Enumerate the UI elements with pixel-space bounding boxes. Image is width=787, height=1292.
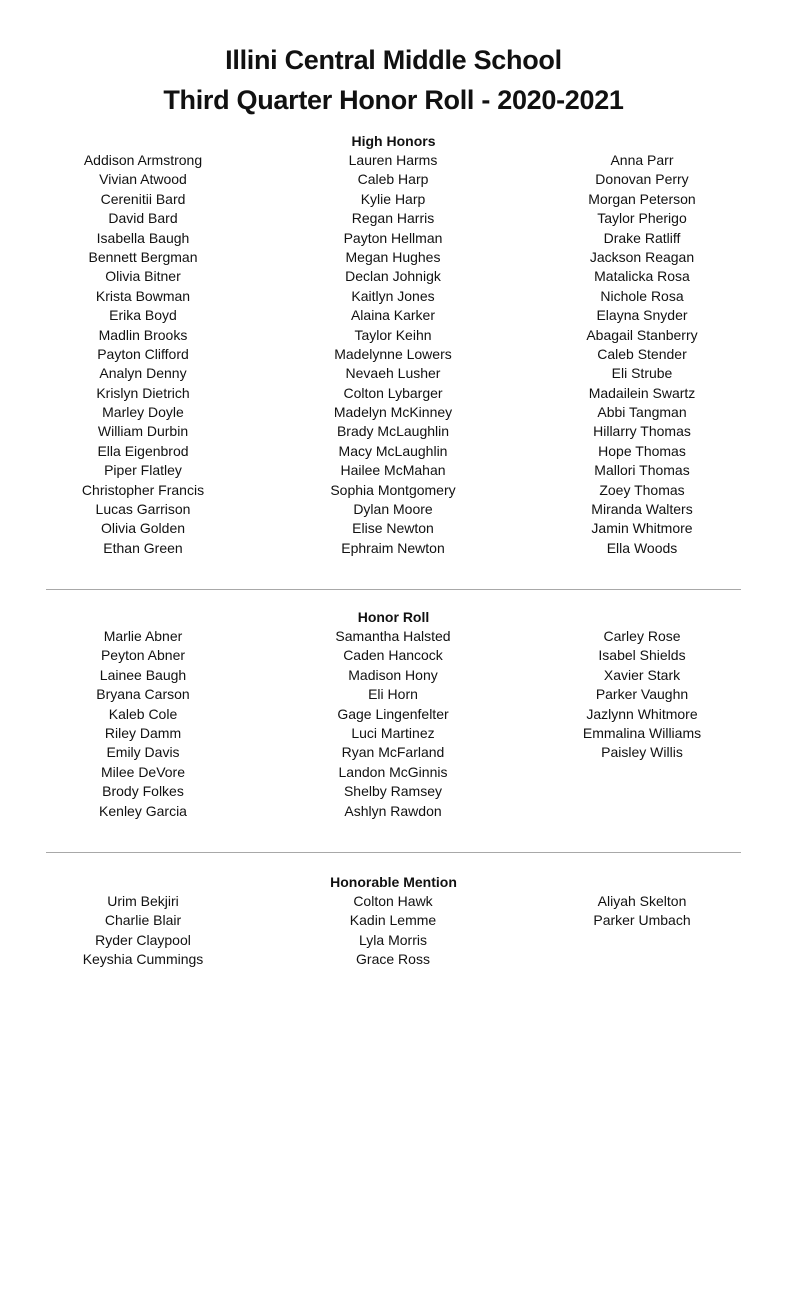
student-name: Lyla Morris	[359, 931, 427, 948]
student-name: Matalicka Rosa	[594, 268, 690, 285]
student-name: Emmalina Williams	[582, 724, 702, 741]
student-name: Hailee McMahan	[340, 462, 446, 479]
student-name: Donovan Perry	[595, 171, 689, 188]
student-name: Xavier Stark	[603, 666, 681, 683]
student-name: Regan Harris	[351, 210, 435, 227]
name-column	[18, 627, 268, 821]
student-name: Krista Bowman	[95, 287, 191, 304]
student-name: Kenley Garcia	[99, 802, 187, 819]
student-name: Piper Flatley	[104, 462, 182, 479]
student-name: Kadin Lemme	[349, 912, 437, 929]
student-name: Ella Eigenbrod	[97, 442, 189, 459]
student-name: Payton Clifford	[97, 345, 189, 362]
student-name: Miranda Walters	[591, 501, 693, 518]
student-name: Analyn Denny	[99, 365, 187, 382]
student-name: Samantha Halsted	[335, 628, 451, 644]
student-name: Landon McGinnis	[338, 763, 448, 780]
student-name: Isabel Shields	[598, 647, 686, 664]
section-high-honors	[0, 132, 787, 556]
student-name: Declan Johnigk	[345, 268, 441, 285]
student-name: Shelby Ramsey	[343, 783, 443, 800]
student-name: Marlie Abner	[103, 628, 183, 644]
student-name: Colton Hawk	[353, 893, 433, 909]
student-name: Isabella Baugh	[96, 229, 190, 246]
page-title	[0, 40, 787, 120]
student-name: Anna Parr	[610, 152, 674, 168]
student-name: Milee DeVore	[100, 763, 186, 780]
school-name: Illini Central Middle School	[225, 45, 562, 75]
student-name: Madelyn McKinney	[333, 404, 453, 421]
student-name: Eli Horn	[368, 686, 418, 703]
section-title: Honor Roll	[357, 609, 430, 625]
student-name: Nevaeh Lusher	[345, 365, 441, 382]
student-name: Riley Damm	[104, 724, 182, 741]
student-name: Christopher Francis	[81, 481, 205, 498]
student-name: Taylor Pherigo	[597, 210, 687, 227]
student-name: Madlin Brooks	[98, 326, 188, 343]
student-name: Taylor Keihn	[354, 326, 432, 343]
student-name: Jazlynn Whitmore	[586, 705, 698, 722]
student-name: Dylan Moore	[353, 501, 433, 518]
student-name: Olivia Bitner	[105, 268, 181, 285]
student-name: Elayna Snyder	[596, 307, 688, 324]
section-title: High Honors	[351, 133, 436, 149]
student-name: Macy McLaughlin	[338, 442, 448, 459]
student-name: Paisley Willis	[601, 744, 683, 761]
student-name: Lainee Baugh	[99, 666, 187, 683]
student-name: Ashlyn Rawdon	[344, 802, 442, 819]
student-name: Charlie Blair	[104, 912, 182, 929]
student-name: Kaitlyn Jones	[351, 287, 435, 304]
student-name: Alaina Karker	[350, 307, 436, 324]
name-columns	[0, 151, 787, 556]
student-name: Mallori Thomas	[594, 462, 690, 479]
name-column	[18, 892, 268, 970]
name-column	[517, 151, 767, 558]
student-name: Caden Hancock	[343, 647, 443, 664]
student-name: Caleb Harp	[357, 171, 429, 188]
student-name: Ella Woods	[606, 539, 678, 556]
student-name: Ephraim Newton	[341, 539, 445, 556]
student-name: Ryder Claypool	[95, 931, 191, 948]
honor-roll-subtitle: Third Quarter Honor Roll - 2020-2021	[163, 85, 624, 115]
student-name: Olivia Golden	[100, 520, 186, 537]
student-name: Luci Martinez	[351, 724, 435, 741]
student-name: Grace Ross	[356, 951, 430, 968]
student-name: Sophia Montgomery	[330, 481, 456, 498]
section-divider	[46, 852, 741, 853]
student-name: Elise Newton	[352, 520, 434, 537]
student-name: Urim Bekjiri	[107, 893, 179, 909]
student-name: Colton Lybarger	[343, 384, 443, 401]
student-name: Peyton Abner	[100, 647, 186, 664]
student-name: Bryana Carson	[96, 686, 190, 703]
student-name: Brody Folkes	[102, 783, 184, 800]
student-name: Addison Armstrong	[83, 152, 203, 168]
student-name: Ryan McFarland	[341, 744, 445, 761]
student-name: Eli Strube	[611, 365, 673, 382]
name-column	[517, 892, 767, 931]
student-name: Gage Lingenfelter	[337, 705, 449, 722]
student-name: Payton Hellman	[343, 229, 443, 246]
name-column	[268, 627, 518, 821]
student-name: Hope Thomas	[598, 442, 686, 459]
student-name: Aliyah Skelton	[597, 893, 687, 909]
student-name: Ethan Green	[103, 539, 183, 556]
student-name: Zoey Thomas	[599, 481, 685, 498]
student-name: Krislyn Dietrich	[96, 384, 190, 401]
student-name: Vivian Atwood	[99, 171, 187, 188]
student-name: William Durbin	[97, 423, 189, 440]
student-name: Madailein Swartz	[588, 384, 696, 401]
student-name: Bennett Bergman	[88, 248, 198, 265]
student-name: Marley Doyle	[102, 404, 184, 421]
student-name: Lucas Garrison	[95, 501, 191, 518]
student-name: Cerenitii Bard	[100, 190, 186, 207]
name-column	[517, 627, 767, 763]
student-name: Hillarry Thomas	[593, 423, 691, 440]
student-name: David Bard	[108, 210, 178, 227]
student-name: Keyshia Cummings	[82, 951, 204, 968]
name-column	[268, 151, 518, 558]
name-column	[18, 151, 268, 558]
student-name: Lauren Harms	[348, 152, 438, 168]
student-name: Emily Davis	[106, 744, 180, 761]
student-name: Abagail Stanberry	[586, 326, 698, 343]
student-name: Megan Hughes	[345, 248, 441, 265]
student-name: Jackson Reagan	[589, 248, 695, 265]
student-name: Caleb Stender	[597, 345, 687, 362]
student-name: Nichole Rosa	[600, 287, 684, 304]
student-name: Kaleb Cole	[108, 705, 178, 722]
student-name: Parker Vaughn	[595, 686, 689, 703]
section-honorable-mention	[0, 873, 787, 1292]
student-name: Abbi Tangman	[597, 404, 687, 421]
student-name: Drake Ratliff	[603, 229, 681, 246]
student-name: Parker Umbach	[593, 912, 691, 929]
student-name: Madelynne Lowers	[334, 345, 452, 362]
student-name: Carley Rose	[603, 628, 681, 644]
student-name: Jamin Whitmore	[591, 520, 693, 537]
name-column	[268, 892, 518, 970]
section-divider	[46, 589, 741, 590]
student-name: Erika Boyd	[109, 307, 177, 324]
name-columns	[0, 892, 787, 1292]
student-name: Morgan Peterson	[588, 190, 696, 207]
student-name: Madison Hony	[348, 666, 438, 683]
section-title: Honorable Mention	[330, 874, 457, 890]
student-name: Brady McLaughlin	[336, 423, 450, 440]
student-name: Kylie Harp	[360, 190, 426, 207]
